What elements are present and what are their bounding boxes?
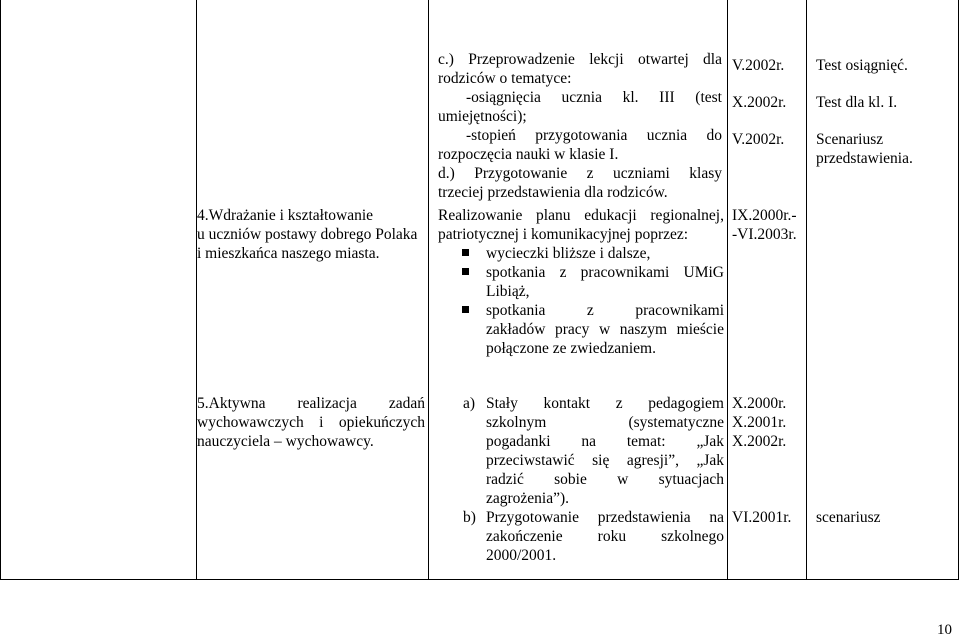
text-line: 4.Wdrażanie i kształtowanie bbox=[197, 207, 374, 224]
text-line: przeciwstawić się agresji”, „Jak bbox=[486, 452, 724, 469]
list-item bbox=[438, 301, 724, 358]
list-item bbox=[438, 244, 724, 263]
row-5-goal bbox=[197, 394, 425, 451]
text-line: spotkania z pracownikami bbox=[486, 302, 724, 319]
date-text: X.2001r. bbox=[732, 414, 787, 431]
note-text: scenariusz bbox=[816, 509, 881, 526]
text-line: zagrożenia”). bbox=[486, 490, 570, 507]
row-c-dates bbox=[732, 50, 804, 149]
list-item bbox=[438, 508, 724, 565]
note-text: Test osiągnięć. bbox=[816, 57, 908, 74]
date-text: X.2002r. bbox=[732, 433, 787, 450]
text-line: u uczniów postawy dobrego Polaka bbox=[197, 226, 418, 243]
column-divider bbox=[428, 0, 429, 580]
row-4-goal bbox=[197, 206, 425, 263]
list-item bbox=[438, 394, 724, 508]
text-line: Stały kontakt z pedagogiem bbox=[486, 395, 724, 412]
row-5-note bbox=[816, 508, 956, 527]
text-line: spotkania z pracownikami UMiG bbox=[486, 264, 724, 281]
row-c-notes bbox=[816, 50, 956, 168]
date-text: V.2002r. bbox=[732, 57, 785, 74]
column-divider bbox=[806, 0, 807, 580]
text-line: umiejętności); bbox=[438, 108, 527, 125]
text-line: radzić sobie w sytuacjach bbox=[486, 471, 724, 488]
text-line: -stopień przygotowania ucznia do bbox=[466, 127, 722, 144]
note-text: przedstawienia. bbox=[816, 150, 913, 167]
text-line: patriotycznej i komunikacyjnej poprzez: bbox=[438, 226, 689, 243]
page-number: 10 bbox=[937, 622, 952, 638]
text-line: połączone ze zwiedzaniem. bbox=[486, 340, 656, 357]
list-item bbox=[438, 263, 724, 301]
date-text: VI.2001r. bbox=[732, 509, 792, 526]
text-line: wycieczki bliższe i dalsze, bbox=[486, 245, 651, 262]
text-line: 5.Aktywna realizacja zadań bbox=[197, 395, 425, 412]
row-5-dates bbox=[732, 394, 804, 527]
text-line: i mieszkańca naszego miasta. bbox=[197, 245, 380, 262]
date-text: V.2002r. bbox=[732, 131, 785, 148]
text-line: 2000/2001. bbox=[486, 547, 557, 564]
text-line: nauczyciela – wychowawcy. bbox=[197, 433, 374, 450]
bullet-icon bbox=[462, 268, 469, 275]
text-line: zakończenie roku szkolnego bbox=[486, 528, 724, 545]
bullet-icon bbox=[462, 249, 469, 256]
text-line: Realizowanie planu edukacji regionalnej, bbox=[438, 207, 724, 224]
note-text: Test dla kl. I. bbox=[816, 94, 898, 111]
text-line: trzeciej przedstawienia dla rodziców. bbox=[438, 184, 668, 201]
date-text: -VI.2003r. bbox=[732, 226, 797, 243]
text-line: Libiąż, bbox=[486, 283, 530, 300]
column-divider bbox=[196, 0, 197, 580]
row-c-task bbox=[438, 50, 722, 202]
date-text: X.2000r. bbox=[732, 395, 787, 412]
text-line: -osiągnięcia ucznia kl. III (test bbox=[466, 89, 722, 106]
text-line: Przygotowanie przedstawienia na bbox=[486, 509, 724, 526]
column-divider bbox=[727, 0, 728, 580]
row-5-task bbox=[438, 394, 724, 565]
text-line: szkolnym (systematyczne bbox=[486, 414, 724, 431]
text-line: zakładów pracy w naszym mieście bbox=[486, 321, 724, 338]
note-text: Scenariusz bbox=[816, 131, 884, 148]
text-line: c.) Przeprowadzenie lekcji otwartej dla bbox=[438, 51, 722, 68]
bullet-icon bbox=[462, 306, 469, 313]
text-line: d.) Przygotowanie z uczniami klasy bbox=[438, 165, 722, 182]
text-line: rodziców o tematyce: bbox=[438, 70, 572, 87]
date-text: IX.2000r.- bbox=[732, 207, 797, 224]
text-line: rozpoczęcia nauki w klasie I. bbox=[438, 146, 619, 163]
row-4-dates bbox=[732, 206, 804, 244]
date-text: X.2002r. bbox=[732, 94, 787, 111]
list-marker: b) bbox=[463, 509, 476, 526]
text-line: pogadanki na temat: „Jak bbox=[486, 433, 724, 450]
text-line: wychowawczych i opiekuńczych bbox=[197, 414, 425, 431]
row-4-task bbox=[438, 206, 724, 358]
list-marker: a) bbox=[463, 395, 476, 412]
